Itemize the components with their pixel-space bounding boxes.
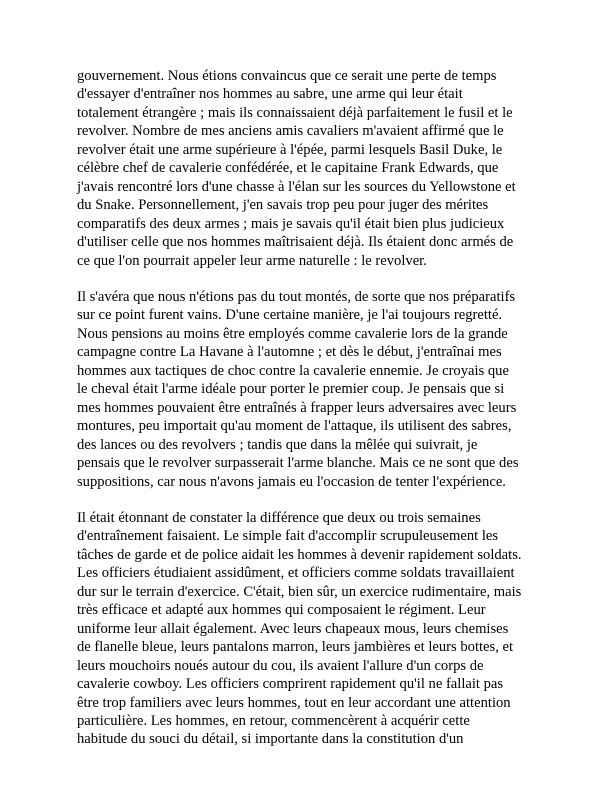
text-line: montures, peu importait qu'au moment de l'attaque, ils utilisent des sabres, [77, 418, 512, 435]
text-line: hommes aux tactiques de choc contre la cavalerie ennemie. Je croyais que [77, 362, 509, 379]
text-line: revolver était une arme supérieure à l'épée, parmi lesquels Basil Duke, le [77, 141, 503, 158]
text-line: ce que l'on pourrait appeler leur arme naturelle : le revolver. [77, 252, 427, 269]
text-line: d'utiliser celle que nos hommes maîtrisaient déjà. Ils étaient donc armés de [77, 234, 514, 251]
text-line: de flanelle bleue, leurs pantalons marron, leurs jambières et leurs bottes, et [77, 639, 514, 656]
text-line: très efficace et adapté aux hommes qui composaient le régiment. Leur [77, 602, 486, 619]
text-line: sur ce point furent vains. D'une certaine manière, je l'ai toujours regretté. [77, 307, 503, 324]
text-line: leurs mouchoirs noués autour du cou, ils avaient l'allure d'un corps de [77, 657, 484, 674]
body-text [77, 67, 547, 767]
text-line: gouvernement. Nous étions convaincus que ce serait une perte de temps [77, 68, 497, 84]
text-line: Nous pensions au moins être employés comme cavalerie lors de la grande [77, 325, 508, 342]
text-line: campagne contre La Havane à l'automne ; et dès le début, j'entraînai mes [77, 344, 502, 361]
paragraph-3 [77, 509, 547, 749]
text-line: totalement étrangère ; mais ils connaissaient déjà parfaitement le fusil et le [77, 104, 513, 121]
text-line: cavalerie cowboy. Les officiers comprirent rapidement qu'il ne fallait pas [77, 676, 504, 693]
text-line: célèbre chef de cavalerie confédérée, et le capitaine Frank Edwards, que [77, 160, 499, 177]
text-line: tâches de garde et de police aidait les hommes à devenir rapidement soldats. [77, 546, 522, 563]
text-line: mes hommes pouvaient être entraînés à frapper leurs adversaires avec leurs [77, 399, 517, 416]
text-line: le cheval était l'arme idéale pour porter le premier coup. Je pensais que si [77, 381, 505, 398]
text-line: Il était étonnant de constater la différence que deux ou trois semaines [77, 509, 481, 526]
paragraph-2 [77, 288, 547, 491]
text-line: j'avais rencontré lors d'une chasse à l'élan sur les sources du Yellowstone et [77, 178, 516, 195]
text-line: comparatifs des deux armes ; mais je savais qu'il était bien plus judicieux [77, 215, 505, 232]
text-line: particulière. Les hommes, en retour, commencèrent à acquérir cette [77, 712, 470, 729]
text-line: Les officiers étudiaient assidûment, et officiers comme soldats travaillaient [77, 565, 515, 582]
text-line: uniforme leur allait également. Avec leurs chapeaux mous, leurs chemises [77, 620, 509, 637]
text-line: d'essayer d'entraîner nos hommes au sabre, une arme qui leur était [77, 86, 463, 103]
text-line: être trop familiers avec leurs hommes, tout en leur accordant une attention [77, 694, 511, 711]
text-line: habitude du souci du détail, si importante dans la constitution d'un [77, 731, 464, 748]
text-line: pensais que le revolver surpasserait l'arme blanche. Mais ce ne sont que des [77, 455, 519, 472]
text-line: du Snake. Personnellement, j'en savais trop peu pour juger des mérites [77, 197, 489, 214]
text-line: revolver. Nombre de mes anciens amis cavaliers m'avaient affirmé que le [77, 123, 504, 140]
text-line: dur sur le terrain d'exercice. C'était, bien sûr, un exercice rudimentaire, mais [77, 583, 522, 600]
text-line: d'entraînement faisaient. Le simple fait d'accomplir scrupuleusement les [77, 528, 499, 545]
paragraph-1 [77, 67, 547, 270]
text-line: suppositions, car nous n'avons jamais eu l'occasion de tenter l'expérience. [77, 473, 506, 490]
text-line: Il s'avéra que nous n'étions pas du tout montés, de sorte que nos préparatifs [77, 288, 516, 305]
text-line: des lances ou des revolvers ; tandis que dans la mêlée qui suivrait, je [77, 436, 478, 453]
